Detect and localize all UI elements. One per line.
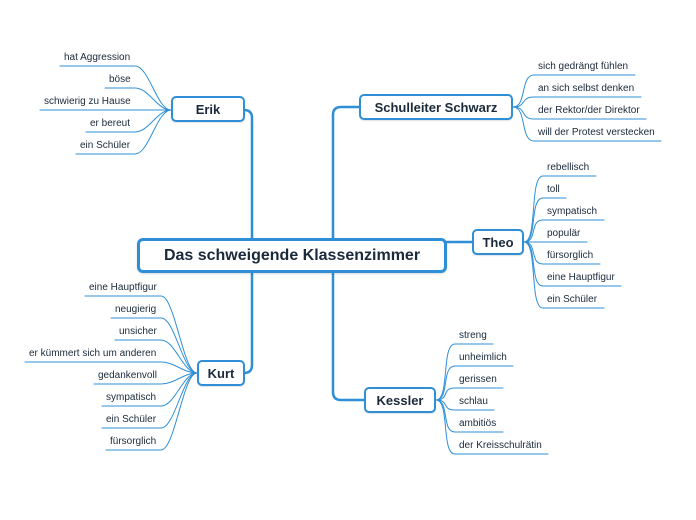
leaf-theo[interactable]: toll	[547, 184, 560, 195]
leaf-kurt[interactable]: eine Hauptfigur	[89, 282, 157, 293]
leaf-theo[interactable]: ein Schüler	[547, 294, 598, 305]
leaf-kurt[interactable]: sympatisch	[106, 392, 157, 403]
connector-kessler	[333, 273, 364, 400]
leaf-schwarz[interactable]: an sich selbst denken	[538, 83, 635, 94]
leaf-schwarz[interactable]: sich gedrängt fühlen	[538, 61, 629, 72]
connector-kurt	[244, 273, 252, 373]
leaf-schwarz[interactable]: will der Protest verstecken	[538, 127, 655, 138]
leaf-erik[interactable]: er bereut	[90, 118, 131, 129]
leaf-theo[interactable]: populär	[547, 228, 581, 239]
leaf-erik[interactable]: schwierig zu Hause	[44, 96, 131, 107]
leaf-kessler[interactable]: gerissen	[459, 374, 497, 385]
connector-schwarz	[333, 107, 359, 238]
leaf-kurt[interactable]: ein Schüler	[106, 414, 157, 425]
leaf-erik[interactable]: böse	[109, 74, 131, 85]
leaf-erik[interactable]: ein Schüler	[80, 140, 131, 151]
leaf-schwarz[interactable]: der Rektor/der Direktor	[538, 105, 640, 116]
leaf-theo[interactable]: rebellisch	[547, 162, 590, 173]
leaf-kurt[interactable]: neugierig	[115, 304, 157, 315]
connector-erik	[244, 110, 252, 238]
leaf-kurt[interactable]: fürsorglich	[110, 436, 157, 447]
topic-kessler[interactable]: Kessler	[364, 387, 436, 413]
leaf-kessler[interactable]: unheimlich	[459, 352, 507, 363]
topic-theo[interactable]: Theo	[472, 229, 524, 255]
leaf-theo[interactable]: sympatisch	[547, 206, 598, 217]
topic-kurt[interactable]: Kurt	[197, 360, 245, 386]
leaf-kurt[interactable]: er kümmert sich um anderen	[29, 348, 157, 359]
leaf-theo[interactable]: fürsorglich	[547, 250, 594, 261]
topic-schulleiter-schwarz[interactable]: Schulleiter Schwarz	[359, 94, 513, 120]
leaf-kessler[interactable]: streng	[459, 330, 487, 341]
central-topic[interactable]: Das schweigende Klassenzimmer	[137, 238, 447, 273]
leaf-kessler[interactable]: der Kreisschulrätin	[459, 440, 542, 451]
leaf-kurt[interactable]: unsicher	[119, 326, 157, 337]
topic-erik[interactable]: Erik	[171, 96, 245, 122]
leaf-erik[interactable]: hat Aggression	[64, 52, 131, 63]
leaf-kurt[interactable]: gedankenvoll	[98, 370, 157, 381]
leaf-kessler[interactable]: ambitiös	[459, 418, 497, 429]
leaf-theo[interactable]: eine Hauptfigur	[547, 272, 615, 283]
leaf-kessler[interactable]: schlau	[459, 396, 488, 407]
